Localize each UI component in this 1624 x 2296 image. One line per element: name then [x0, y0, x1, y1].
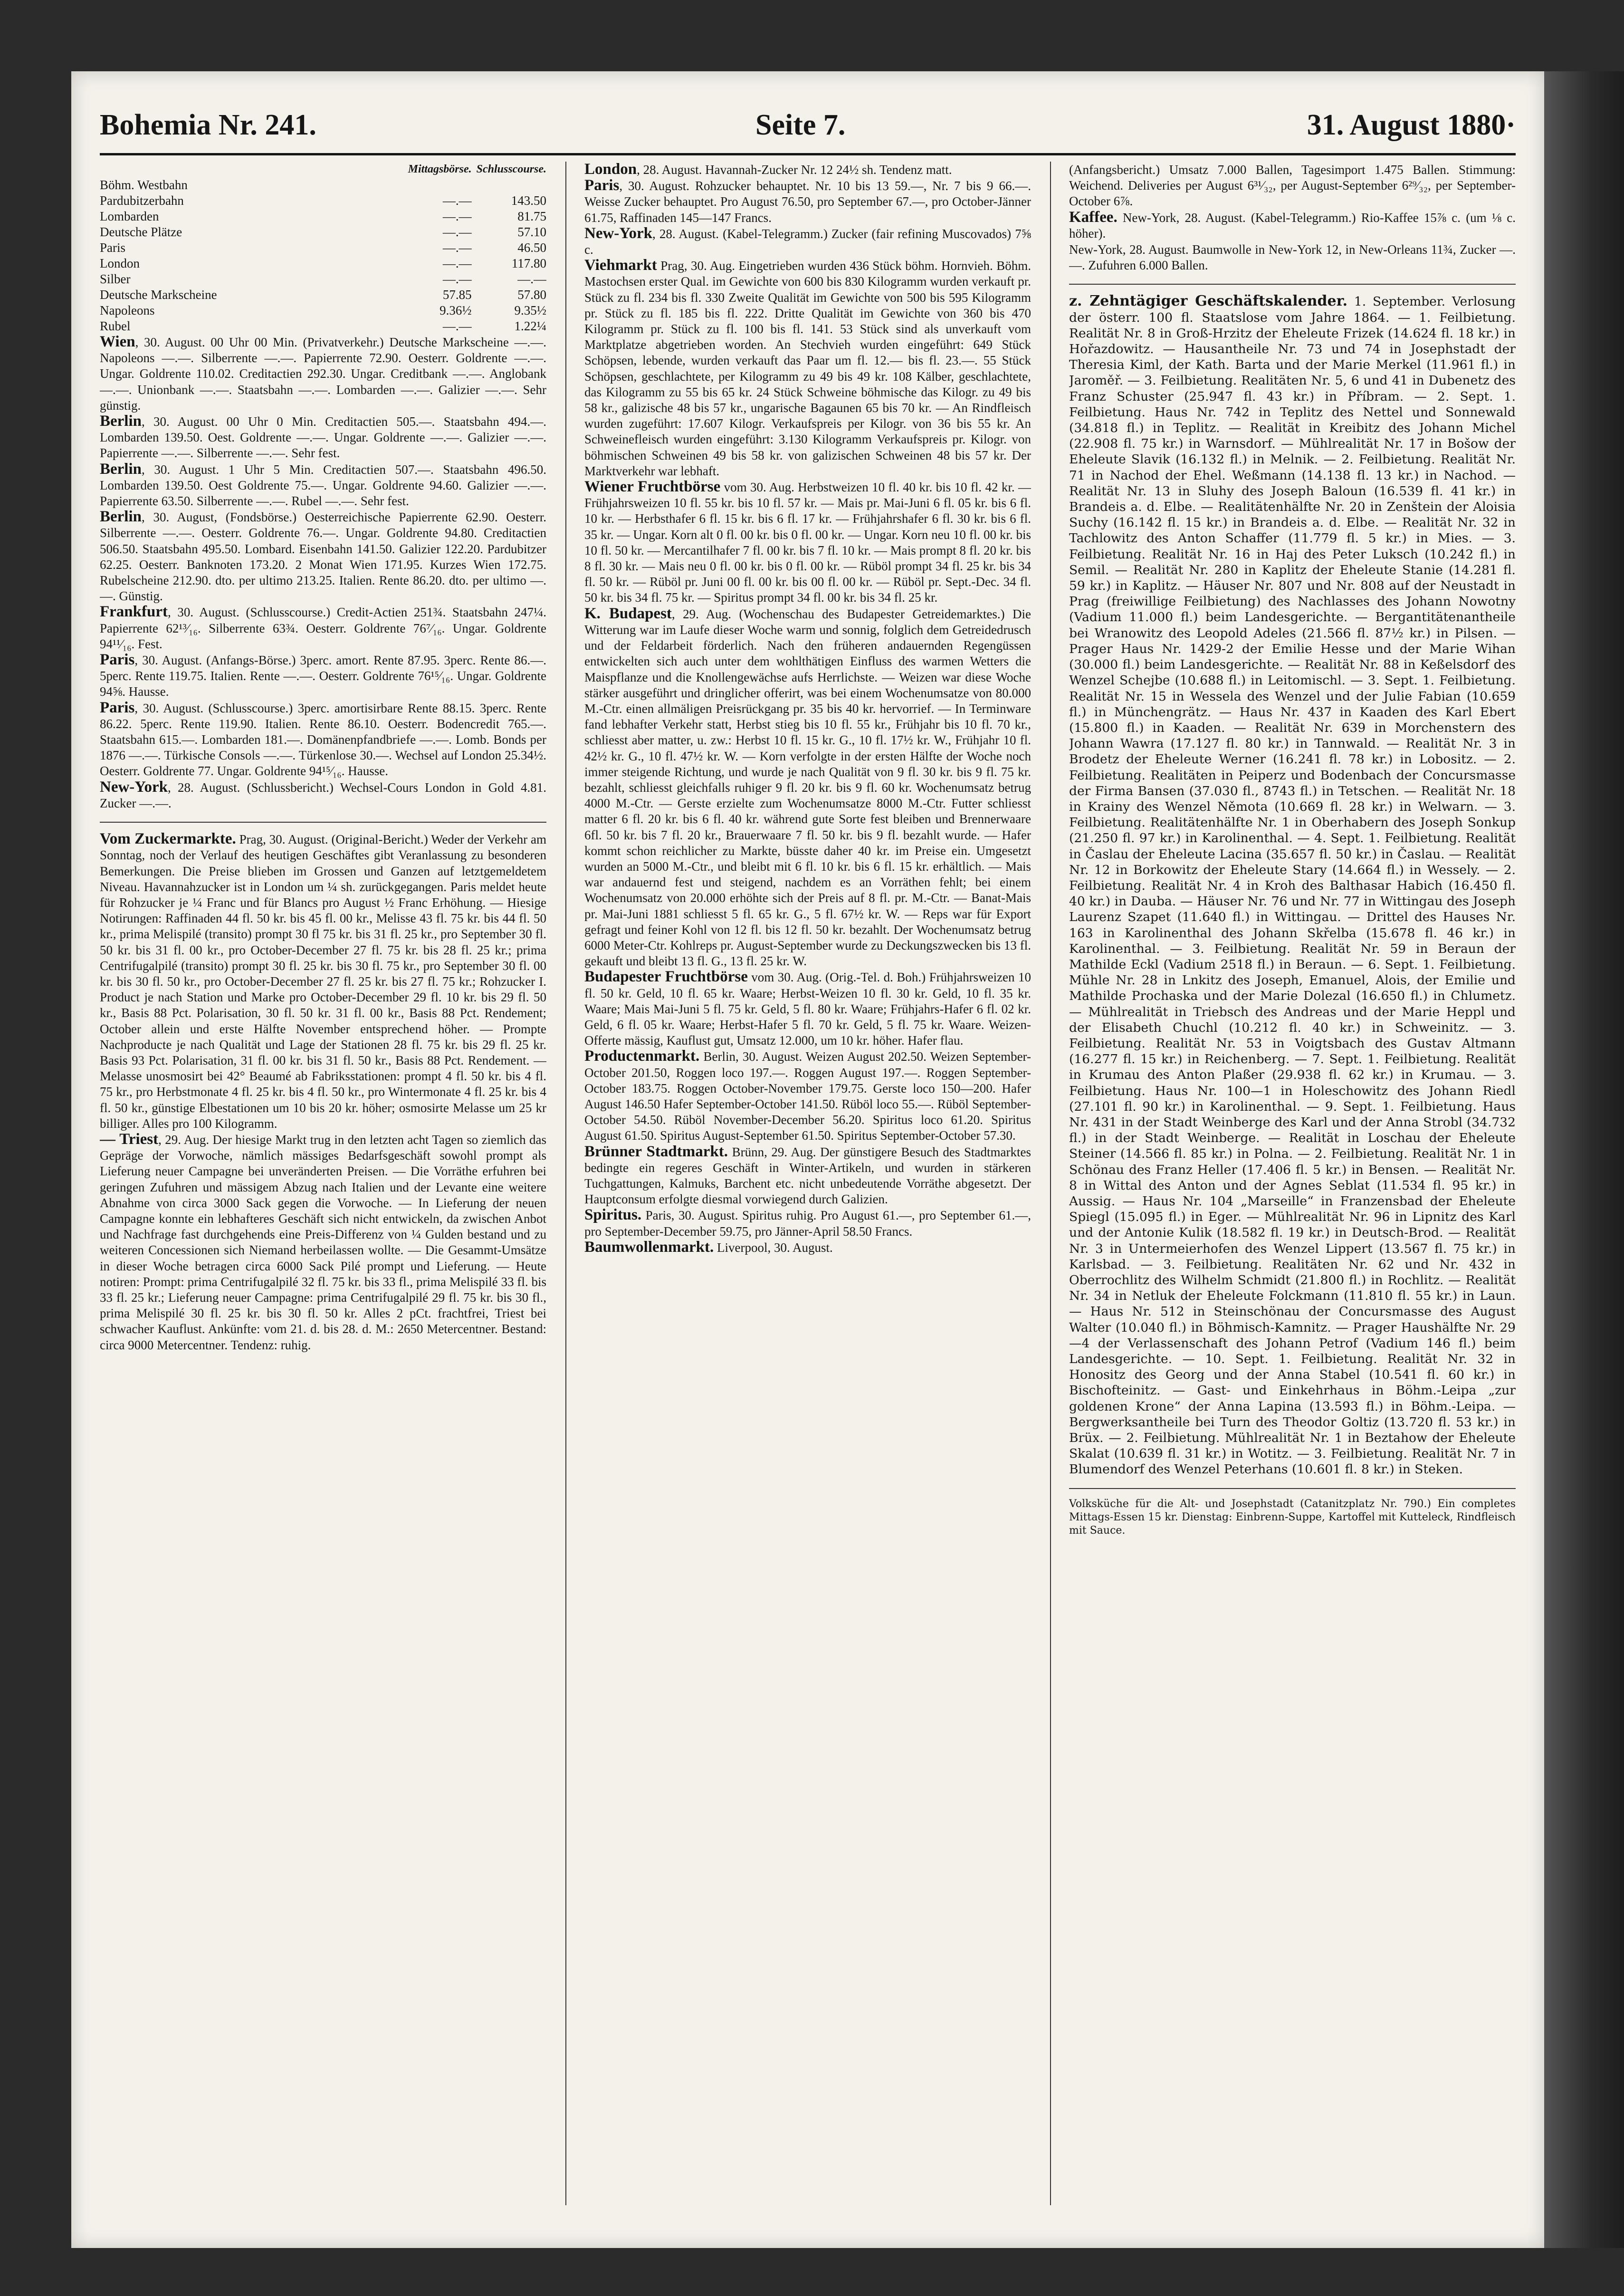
article-heading: Brünner Stadtmarkt.	[584, 1143, 728, 1160]
exchange-row	[100, 177, 546, 193]
exchange-name: Böhm. Westbahn	[100, 178, 188, 192]
article	[100, 334, 546, 413]
section-rule	[100, 822, 546, 823]
header-rule	[100, 153, 1516, 155]
col-close-header: Schlusscourse.	[476, 163, 546, 175]
exchange-name: Pardubitzerbahn	[100, 193, 184, 208]
article-heading: Spiritus.	[584, 1206, 642, 1224]
article	[100, 604, 546, 652]
article	[1069, 241, 1516, 273]
article-text: Brünn, 29. Aug. Der günstigere Besuch des Stadtmarktes bedingte ein regeres Geschäft in Winter-Artikeln, und wurden in stärkeren Tuchgattungen, Kalmuks, Barchent etc. nicht unbedeutende Vorräthe abgesetzt. Der Hauptconsum erfolgte diesmal vorwiegend durch Galizien.	[584, 1144, 1031, 1207]
article-text: vom 30. Aug. Herbstweizen 10 fl. 40 kr. bis 10 fl. 42 kr. — Frühjahrsweizen 10 fl. 55 kr. bis 10 fl. 57 kr. — Mais pr. Mai-Juni 6 fl. 05 kr. bis 6 fl. 10 kr. — Herbsthafer 6 fl. 15 kr. bis 6 fl. 17 kr. — Frühjahrshafer 6 fl. 30 kr. bis 6 fl. 35 kr. — Ungar. Korn alt 0 fl. 00 kr. bis 0 fl. 00 kr. — Ungar. Korn neu 10 fl. 00 kr. bis 10 fl. 50 kr. — Mercantilhafer 7 fl. 00 kr. bis 7 fl. 10 kr. — Mais prompt 8 fl. 20 kr. bis 8 fl. 30 kr. — Mais neu 0 fl. 00 kr. bis 0 fl. 00 kr. — Rüböl prompt 34 fl. 25 kr. bis 34 fl. 50 kr. — Rüböl pr. Juni 00 fl. 00 kr. bis 00 fl. 00 kr. — Rüböl pr. Sept.-Dec. 34 fl. 50 kr. bis 34 fl. 75 kr. — Spiritus prompt 34 fl. 00 kr. bis 34 fl. 25 kr.	[584, 480, 1031, 605]
exchange-row	[100, 209, 546, 224]
exchange-name: Napoleons	[100, 303, 155, 317]
article-text: , 30. August. 00 Uhr 0 Min. Creditactien 505.—. Staatsbahn 494.—. Lombarden 139.50. Oest. Goldrente —.—. Ungar. Goldrente —.—. Galizier —.—. Papierrente —.—. Silberrente —.—. Sehr fest.	[100, 414, 546, 461]
article-heading: Berlin	[100, 460, 142, 478]
article	[100, 652, 546, 700]
exchange-midday: —.—	[442, 209, 472, 223]
article-text: , 28. August. (Kabel-Telegramm.) Zucker (fair refining Muscovados) 7⅝ c.	[584, 226, 1031, 257]
exchange-midday: 57.85	[442, 288, 472, 302]
exchange-name: Lombarden	[100, 209, 159, 223]
article	[100, 461, 546, 509]
column-divider	[565, 162, 566, 2205]
exchange-row	[100, 224, 546, 240]
column-2	[584, 162, 1031, 2205]
exchange-row	[100, 271, 546, 287]
business-calendar	[1069, 293, 1516, 1477]
article	[584, 178, 1031, 226]
article-text: , 30. August, (Fondsbörse.) Oesterreichische Papierrente 62.90. Oesterr. Silberrente —.—. Oesterr. Goldrente 76.—. Ungar. Goldrente 94.80. Creditactien 506.50. Staatsbahn 495.50. Lombard. Eisenbahn 141.50. Galizier 122.20. Pardubitzer 62.25. Oesterr. Banknoten 173.20. 2 Monat Wien 171.95. Kurzes Wien 172.75. Rubelscheine 212.90. dto. per ultimo 213.25. Italien. Rente 86.20. dto. per ultimo —.—. Günstig.	[100, 510, 546, 604]
article-text: New-York, 28. August. (Kabel-Telegramm.) Rio-Kaffee 15⅞ c. (um ⅛ c. höher).	[1069, 210, 1516, 240]
exchange-midday: —.—	[442, 319, 472, 333]
article	[100, 700, 546, 779]
exchange-name: Deutsche Markscheine	[100, 288, 217, 302]
article-text: , 29. Aug. (Wochenschau des Budapester Getreidemarktes.) Die Witterung war im Laufe dieser Woche warm und sonnig, folglich dem Getreidedrusch und der Feldarbeit förderlich. Nach den früheren andauernden Regengüssen entwickelten sich auch unter dem wohlthätigen Einfluss des warmen Wetters die Maispflanze und die Knollengewächse aufs Herrlichste. — Weizen war diese Woche stärker ausgeführt und dringlicher offerirt, was bei einem Wochenumsatze von 80.000 M.-Ctr. einen allmäligen Preisrückgang pr. 35 bis 40 kr. hervorrief. — In Terminware fand lebhafter Verkehr statt, Herbst stieg bis 10 fl. 55 kr., Frühjahr bis 10 fl. 70 kr., schliesst aber matter, u. zw.: Herbst 10 fl. 15 kr. G., 10 fl. 17½ kr. W., Frühjahr 10 fl. 42½ kr. G., 10 fl. 47½ kr. W. — Korn verfolgte in der ersten Hälfte der Woche noch immer steigende Richtung, und wurde je nach Qualität von 9 fl. 30 kr. bis 9 fl. 75 kr. bezahlt, schliesst gleichfalls ruhiger 9 fl. 20 kr. bis 9 fl. 60 kr. Wochenumsatz betrug 4000 M.-Ctr. — Gerste erzielte zum Wochenumsatze 8000 M.-Ctr. Futter schliesst matter 6 fl. 20 kr. bis 6 fl. 40 kr. während gute Sorte fest bleiben und Brennerwaare 6fl. 50 kr. bis 7 fl. 20 kr., Brauerwaare 7 fl. 50 kr. bis 9 fl. bezahlt wurde. — Hafer kommt schon reichlicher zu Markte, büsste daher 40 kr. im Preise ein. Umgesetzt wurden an 5000 M.-Ctr., und bleibt mit 6 fl. 10 kr. bis 6 fl. 15 kr. erhältlich. — Mais war andauernd fest und steigend, nachdem es an Vorräthen fehlt; bei einem Wochenumsatz von 20.000 erhöhte sich der Preis auf 8 fl. pr. M.-Ctr. — Banat-Mais pr. Mai-Juni 1881 schliesst 5 fl. 65 kr. G., 5 fl. 67½ kr. W. — Reps war für Export gefragt und feiner Kohl von 12 fl. bis 12 fl. 50 kr. bezahlt. Der Wochenumsatz betrug 6000 Meter-Ctr. Kohlreps pr. August-September wurde zu Deckungszwecken bis 13 fl. gekauft und bleibt 13 fl. G., 13 fl. 25 kr. W.	[584, 606, 1031, 969]
article-text: (Anfangsbericht.) Umsatz 7.000 Ballen, Tagesimport 1.475 Ballen. Stimmung: Weichend. Deliveries per August 6³¹⁄₃₂, per August-September 6²⁹⁄₃₂, per September-October 6⅞.	[1069, 163, 1516, 209]
exchange-name: London	[100, 256, 140, 270]
article	[584, 606, 1031, 970]
exchange-close: 81.75	[517, 209, 546, 223]
exchange-close: 46.50	[517, 240, 546, 255]
article-heading: — Triest	[100, 1130, 159, 1148]
article-heading: K. Budapest	[584, 605, 672, 622]
article	[584, 226, 1031, 258]
article-text: , 30. August. Rohzucker behauptet. Nr. 10 bis 13 59.—, Nr. 7 bis 9 66.—. Weisse Zucker behauptet. Pro August 76.50, pro September 67.—, pro October-Jänner 61.75, Raffinaden 145—147 Francs.	[584, 179, 1031, 225]
article	[584, 1207, 1031, 1239]
exchange-close: 1.22¼	[514, 319, 546, 333]
exchange-close	[472, 177, 546, 193]
exchange-name: Silber	[100, 272, 131, 286]
exchange-name: Deutsche Plätze	[100, 225, 182, 239]
article-heading: London	[584, 162, 637, 178]
article-text: Prag, 30. August. (Original-Bericht.) Weder der Verkehr am Sonntag, noch der Verlauf des heutigen Geschäftes gibt Veranlassung zu besonderen Bemerkungen. Die Preise blieben im Grossen und Ganzen auf letztgemeldetem Niveau. Havannahzucker ist in London um ¼ sh. zurückgegangen. Paris meldet heute für Rohzucker je ¼ Franc und für Blancs pro August ½ Franc Erhöhung. — Hiesige Notirungen: Raffinaden 44 fl. 50 kr. bis 45 fl. 00 kr., Melisse 43 fl. 75 kr. bis 44 fl. 50 kr., prima Melispilé (transito) prompt 30 fl 75 kr. bis 31 fl. 25 kr., pro September 30 fl. 50 kr. bis 31 fl. 00 kr., pro October-December 27 fl. 75 kr. bis 28 fl. 25 kr.; prima Centrifugalpilé (transito) prompt 30 fl. 25 kr. bis 30 fl. 75 kr., pro September 30 fl. 00 kr. bis 30 fl. 50 kr., pro October-December 27 fl. 25 kr. bis 27 fl. 75 kr.; Rohzucker I. Product je nach Station und Marke pro October-December 29 fl. 10 kr. bis 29 fl. 50 kr., Basis 88 Pct. Polarisation, 30 fl. 50 kr. 31 fl. 00 kr., Basis 88 Pct. Rendement; October allein und erste Hälfte November entsprechend höher. — Prompte Nachproducte je nach Qualität und Lage der Stationen 28 fl. 75 kr. bis 29 fl. 25 kr. Basis 93 Pct. Polarisation, 31 fl. 00 kr. bis 31 fl. 50 kr., Basis 88 Pct. Rendement. — Melasse unosmosirt bei 42° Beaumé ab Fabriksstationen: prompt 4 fl. 50 kr. bis 4 fl. 75 kr., pro Herbstmonate 4 fl. 25 kr. bis 4 fl. 50 kr., pro Wintermonate 4 fl. 25 kr. bis 4 fl. 50 kr., günstige Elbestationen um 10 bis 20 kr. höher; osmosirte Melasse um 25 kr billiger. Alles pro 100 Kilogramm.	[100, 832, 546, 1131]
exchange-row	[100, 287, 546, 303]
col-midday-header: Mittagsbörse.	[408, 163, 472, 175]
exchange-row	[100, 193, 546, 209]
article-heading: Vom Zuckermarkte.	[100, 830, 236, 848]
article	[100, 509, 546, 604]
column-1-articles	[100, 334, 546, 1353]
article-text: , 30. August. 00 Uhr 00 Min. (Privatverkehr.) Deutsche Markscheine —.—. Napoleons —.—. Silberrente —.—. Papierrente 72.90. Oesterr. Goldrente —.—. Ungar. Goldrente 110.02. Creditactien 292.30. Ungar. Creditbank —.—. Anglobank —.—. Unionbank —.—. Staatsbahn —.—. Lombarden —.—. Galizier —.—. Sehr günstig.	[100, 335, 546, 413]
masthead-issue: Bohemia Nr. 241.	[100, 109, 316, 141]
exchange-name: Rubel	[100, 319, 131, 333]
column-divider	[1050, 162, 1051, 2205]
article-heading: Wien	[100, 333, 135, 350]
article-text: Liverpool, 30. August.	[714, 1240, 833, 1255]
article-heading: Viehmarkt	[584, 257, 657, 274]
exchange-close: 57.80	[517, 288, 546, 302]
business-calendar-text: 1. September. Verlosung der österr. 100 fl. Staatslose vom Jahre 1864. — 1. Feilbietung. Realität Nr. 8 in Groß-Hrzitz der Eheleute Frizek (14.624 fl. 18 kr.) in Hořazdowitz. — Hausantheile Nr. 73 und 74 in Josephstadt der Theresia Kiml, der Kath. Barta und der Marie Merkel (11.961 fl.) in Jaroměř. — 3. Feilbietung. Realitäten Nr. 5, 6 und 41 in Dubenetz des Franz Schuster (25.947 fl. 43 kr.) in Příbram. — 2. Sept. 1. Feilbietung. Haus Nr. 742 in Teplitz des Nettel und Sonnewald (34.818 fl.) in Teplitz. — Realität in Kreibitz des Johann Michel (22.908 fl. 75 kr.) in Warnsdorf. — Mühlrealität Nr. 17 in Bošow der Eheleute Slavik (16.132 fl.) in Melnik. — 2. Feilbietung. Realität Nr. 71 in Nachod der Ehel. Weßmann (14.138 fl. 13 kr.) in Nachod. — Realität Nr. 13 in Sluhy des Joseph Baloun (16.539 fl. 41 kr.) in Brandeis a. d. Elbe. — Realitätenhälfte Nr. 20 in Zenštein der Aloisia Suchy (16.142 fl. 15 kr.) in Brandeis a. d. Elbe. — Realität Nr. 32 in Tachlowitz des Anton Schaffer (11.779 fl. 5 kr.) in Mies. — 3. Feilbietung. Realität Nr. 16 in Haj des Peter Luksch (10.242 fl.) in Semil. — Realität Nr. 280 in Kaplitz der Eheleute Stanie (14.281 fl. 59 kr.) in Kaplitz. — Häuser Nr. 807 und Nr. 808 auf der Neustadt in Prag (freiwillige Feilbietung) des Nachlasses des Johann Nowotny (Vadium 11.000 fl.) beim Landesgerichte. — Bergantitätenantheile bei Wranowitz des Leopold Adeles (21.566 fl. 87½ kr.) in Pilsen. — Prager Haus Nr. 1429-2 der Emilie Hesse und der Marie Wihan (30.000 fl.) beim Landesgerichte. — Realität Nr. 88 in Keßelsdorf des Wenzel Schejbe (10.688 fl.) in Leitomischl. — 3. Sept. 1. Feilbietung. Realität Nr. 15 in Wessela des Wenzel und der Julie Fabian (10.659 fl.) in Münchengrätz. — Haus Nr. 437 in Kaaden des Karl Ebert (15.800 fl.) in Kaaden. — Realität Nr. 639 in Morchenstern des Johann Wawra (17.127 fl. 80 kr.) in Tannwald. — Realität Nr. 3 in Brodetz der Eheleute Werner (16.241 fl. 78 kr.) in Lobositz. — 2. Feilbietung. Realitäten in Peiperz und Bodenbach der Concursmasse der Firma Bansen (37.030 fl., 8743 fl.) in Tetschen. — Realität Nr. 18 in Krainy des Wenzel Němota (10.669 fl. 28 kr.) in Welwarn. — 3. Feilbietung. Realitätenhälfte Nr. 1 in Oberhabern des Joseph Sonkup (21.250 fl. 97 kr.) in Karolinenthal. — 4. Sept. 1. Feilbietung. Realität in Časlau der Eheleute Lacina (35.657 fl. 50 kr.) in Časlau. — Realität Nr. 12 in Borkowitz der Eheleute Stary (14.664 fl.) in Wessely. — 2. Feilbietung. Realität Nr. 4 in Kroh des Balthasar Habich (16.450 fl. 40 kr.) in Dauba. — Häuser Nr. 76 und Nr. 77 in Wittingau des Joseph Laurenz Szapet (11.640 fl.) in Wittingau. — Drittel des Hauses Nr. 163 in Karolinenthal des Johann Skřelba (15.678 fl. 46 kr.) in Karolinenthal. — 3. Feilbietung. Realität Nr. 59 in Beraun der Mathilde Eckl (Vadium 2518 fl.) in Beraun. — 6. Sept. 1. Feilbietung. Mühle Nr. 28 in Lnkitz des Joseph, Emanuel, Alois, der Emilie und Mathilde Prochaska und der Marie Dolezal (16.650 fl.) in Chlumetz. — Mühlrealität in Triebsch des Andreas und der Marie Heppl und der Elisabeth Chuchl (10.212 fl. 40 kr.) in Schweinitz. — 3. Feilbietung. Realität Nr. 53 in Voigtsbach des Gustav Altmann (16.277 fl. 15 kr.) in Reichenberg. — 7. Sept. 1. Feilbietung. Realität in Krumau des Anton Plaßer (29.938 fl. 62 kr.) in Krumau. — 3. Feilbietung. Haus Nr. 100—1 in Holeschowitz des Johann Riedl (27.101 fl. 90 kr.) in Karolinenthal. — 9. Sept. 1. Feilbietung. Haus Nr. 431 in der Stadt Weinberge des Karl und der Anna Strobl (34.732 fl.) in der Stadt Weinberge. — Realität in Loschau der Eheleute Steiner (14.566 fl. 85 kr.) in Polna. — 2. Feilbietung. Realität Nr. 1 in Schönau des Franz Heller (17.406 fl. 5 kr.) in Bensen. — Realität Nr. 8 in Wittal des Anton und der Agnes Seblat (11.534 fl. 95 kr.) in Aussig. — Haus Nr. 104 „Marseille“ in Franzensbad der Eheleute Spiegl (15.095 fl.) in Eger. — Mühlrealität Nr. 96 in Lipnitz des Karl und der Antonie Kulik (18.582 fl. 19 kr.) in Deutsch-Brod. — Realität Nr. 3 in Untermeierhofen des Wenzel Lippert (13.567 fl. 75 kr.) in Karlsbad. — 3. Feilbietung. Realitäten Nr. 62 und Nr. 432 in Oberrochlitz des Wilhelm Schmidt (21.800 fl.) in Rochlitz. — Realität Nr. 34 in Netluk der Eheleute Folckmann (11.810 fl. 55 kr.) in Laun. — Haus Nr. 512 in Steinschönau der Concursmasse des August Walter (10.040 fl.) in Böhmisch-Kamnitz. — Prager Haushälfte Nr. 29—4 der Verlassenschaft des Johann Petrof (Vadium 146 fl.) beim Landesgerichte. — 10. Sept. 1. Feilbietung. Realität Nr. 32 in Honositz des Georg und der Anna Stabel (10.541 fl. 60 kr.) in Bischofteinitz. — Gast- und Einkehrhaus in Böhm.-Leipa „zur goldenen Krone“ der Anna Lapina (13.593 fl.) in Böhm.-Leipa. — Bergwerksantheile bei Turn des Theodor Goltiz (13.720 fl. 53 kr.) in Brüx. — 2. Feilbietung. Mühlrealität Nr. 1 in Beztahow der Eheleute Skalat (10.639 fl. 31 kr.) in Wotitz. — 3. Feilbietung. Realität Nr. 7 in Blumendorf des Wenzel Peterhans (10.601 fl. 8 kr.) in Steken.	[1069, 294, 1516, 1477]
article-heading: Productenmarkt.	[584, 1047, 700, 1065]
page-number: Seite 7.	[755, 109, 846, 141]
exchange-midday: —.—	[442, 272, 472, 286]
article-text: , 30. August. 1 Uhr 5 Min. Creditactien 507.—. Staatsbahn 496.50. Lombarden 139.50. Oest Goldrente 75.—. Ungar. Goldrente 94.60. Galizier —.—. Papierrente 63.50. Silberrente —.—. Rubel —.—. Sehr fest.	[100, 462, 546, 509]
exchange-row	[100, 240, 546, 256]
article-heading: Paris	[100, 651, 135, 669]
article	[100, 413, 546, 461]
newspaper-page	[71, 71, 1544, 2248]
exchange-row	[100, 256, 546, 271]
exchange-row	[100, 318, 546, 334]
exchange-close: 117.80	[511, 256, 546, 270]
exchange-name: Paris	[100, 240, 125, 255]
article-text: Berlin, 30. August. Weizen August 202.50. Weizen September-October 201.50, Roggen loco 197.—. Roggen August 197.—. Roggen September-October 183.75. Roggen October-November 179.75. Gerste loco 150—200. Hafer August 146.50 Hafer September-October 141.50. Rüböl loco 55.—. Rüböl September-October 54.50. Rüböl November-December 56.20. Spiritus loco 61.20. Spiritus August 61.50. Spiritus August-September 61.50. Spiritus September-October 57.30.	[584, 1049, 1031, 1143]
exchange-close: 9.35½	[514, 303, 546, 317]
article	[584, 1239, 1031, 1256]
issue-date: 31. August 1880·	[1307, 109, 1516, 141]
article-heading: New-York	[584, 224, 652, 242]
exchange-midday: 9.36½	[439, 303, 472, 317]
article-text: Prag, 30. Aug. Eingetrieben wurden 436 Stück böhm. Hornvieh. Böhm. Mastochsen erster Qual. im Gewichte von 600 bis 830 Kilogramm wurden verkauft pr. Stück zu fl. 234 bis fl. 330 Zweite Qualität im Gewichte von 500 bis 595 Kilogramm pr. Stück zu fl. 185 bis fl. 222. Dritte Qualität im Gewichte von 360 bis 470 Kilogramm pr. Stück zu fl. 100 bis fl. 141. 53 Stück sind als unverkauft vom Marktplatze abgetrieben worden. An Stechvieh wurden eingeführt: 649 Stück Schöpsen, lebende, wurden verkauft das Paar um fl. 12.— bis fl. 23.—. 55 Stück Schöpsen, geschlachtete, per Kilogramm zu 49 bis 49 kr. 108 Kälber, geschlachtete, das Kilogramm zu 55 bis 65 kr. 24 Stück Schweine böhmische das Kilogr. zu 49 bis 58 kr., galizische 48 bis 57 kr., ungarische Bagaunen 65 bis 70 kr. — An Rindfleisch wurden zugeführt: 17.607 Kilogr. Verkaufspreis per Kilogr. von 36 bis 55 kr. An Schweinefleisch wurden eingeführt: 3.130 Kilogramm Verkaufspreis pr. Kilogr. von böhmischen Schweinen 49 bis 58 kr. von galizischen Schweinen 48 bis 57 kr. Der Marktverkehr war lebhaft.	[584, 259, 1031, 478]
article-heading: Wiener Fruchtbörse	[584, 478, 721, 496]
exchange-midday: —.—	[442, 240, 472, 255]
exchange-midday: —.—	[442, 256, 472, 270]
article	[1069, 162, 1516, 210]
exchange-close: —.—	[517, 272, 546, 286]
article	[100, 1132, 546, 1353]
article-heading: New-York	[100, 778, 168, 796]
exchange-midday: —.—	[442, 225, 472, 239]
article	[584, 258, 1031, 479]
article-heading: Berlin	[100, 508, 142, 526]
column-3-articles	[1069, 162, 1516, 273]
business-calendar-heading: z. Zehntägiger Geschäftskalender.	[1069, 293, 1348, 310]
article-text: , 30. August. (Schlusscourse.) 3perc. amortisirbare Rente 88.15. 3perc. Rente 86.22. 5perc. Rente 119.90. Italien. Rente 86.10. Oesterr. Bodencredit 765.—. Staatsbahn 615.—. Lombarden 181.—. Domänenpfandbriefe —.—. Lomb. Bonds per 1876 —.—. Türkische Consols —.—. Türkenlose 30.—. Wechsel auf London 25.34½. Oesterr. Goldrente 77. Ungar. Goldrente 94¹⁵⁄₁₆. Hausse.	[100, 701, 546, 778]
article-text: , 30. August. (Schlusscourse.) Credit-Actien 251¾. Staatsbahn 247¼. Papierrente 62¹³⁄₁₆. Silberrente 63¾. Oesterr. Goldrente 76⁷⁄₁₆. Ungar. Goldrente 94¹¹⁄₁₆. Fest.	[100, 605, 546, 651]
article-text: , 29. Aug. Der hiesige Markt trug in den letzten acht Tagen so ziemlich das Gepräge der Vorwoche, nämlich mässiges Bedarfsgeschäft sowohl prompt als Lieferung neuer Campagne bei unveränderten Preisen. — Die Vorräthe erfuhren bei geringen Zufuhren und mässigem Abzug nach Italien und der Levante eine weitere Abnahme von circa 3000 Sack gegen die Vorwoche. — In Lieferung der neuen Campagne konnte ein lebhafteres Geschäft sich nicht entwickeln, da zwischen Anbot und Nachfrage fast durchgehends eine Preis-Differenz von ¼ Gulden bestand und zu weiteren Concessionen sich Niemand herbeilassen wollte. — Die Gesammt-Umsätze in dieser Woche betragen circa 6000 Sack Pilé prompt und Lieferung. — Heute notiren: Prompt: prima Centrifugalpilé 32 fl. 75 kr. bis 33 fl., prima Melispilé 33 fl. bis 33 fl. 25 kr.; Lieferung neuer Campagne: prima Centrifugalpilé 29 fl. 75 kr. bis 30 fl., prima Melispilé 30 fl. 25 kr. bis 30 fl. 50 kr. Alles 2 pCt. frachtfrei, Triest bei schwacher Kauflust. Ankünfte: vom 21. d. bis 28. d. M.: 2650 Metercentner. Bestand: circa 9000 Metercentner. Tendenz: ruhig.	[100, 1132, 546, 1352]
scan-edge	[1544, 71, 1624, 2248]
column-2-articles	[584, 162, 1031, 1256]
section-rule	[1069, 284, 1516, 285]
article	[584, 162, 1031, 178]
article	[584, 1048, 1031, 1143]
column-1	[100, 162, 546, 2205]
article-text: , 28. August. (Schlussbericht.) Wechsel-Cours London in Gold 4.81. Zucker —.—.	[100, 780, 546, 810]
exchange-close: 143.50	[511, 193, 546, 208]
exchange-close: 57.10	[517, 225, 546, 239]
section-rule	[1069, 1488, 1516, 1489]
article	[584, 969, 1031, 1048]
article	[100, 779, 546, 811]
article-text: New-York, 28. August. Baumwolle in New-York 12, in New-Orleans 11¾, Zucker —.—. Zufuhren 6.000 Ballen.	[1069, 242, 1516, 273]
exchange-midday: —.—	[442, 193, 472, 208]
article	[584, 1144, 1031, 1208]
article-text: vom 30. Aug. (Orig.-Tel. d. Boh.) Frühjahrsweizen 10 fl. 50 kr. Geld, 10 fl. 65 kr. Waare; Herbst-Weizen 10 fl. 30 kr. Geld, 10 fl. 35 kr. Waare; Mais Mai-Juni 5 fl. 75 kr. Geld, 5 fl. 80 kr. Waare; Frühjahrs-Hafer 6 fl. 02 kr. Geld, 6 fl. 05 kr. Waare; Herbst-Hafer 5 fl. 70 kr. Geld, 5 fl. 75 kr. Waare. Weizen-Offerte mässig, Kauflust gut, Umsatz 12.000, um 10 kr. höher. Hafer flau.	[584, 970, 1031, 1048]
article-heading: Paris	[100, 699, 135, 716]
article-heading: Paris	[584, 177, 620, 194]
column-3	[1069, 162, 1516, 2205]
article-text: , 28. August. Havannah-Zucker Nr. 12 24½ sh. Tendenz matt.	[637, 163, 952, 177]
article	[100, 831, 546, 1132]
article-heading: Budapester Fruchtbörse	[584, 968, 748, 986]
exchange-row	[100, 303, 546, 318]
article	[1069, 210, 1516, 241]
article-heading: Berlin	[100, 413, 142, 430]
article	[584, 479, 1031, 606]
exchange-midday	[403, 177, 472, 193]
exchange-table	[100, 162, 546, 334]
article-text: Paris, 30. August. Spiritus ruhig. Pro August 61.—, pro September 61.—, pro September-December 59.75, pro Jänner-April 58.50 Francs.	[584, 1208, 1031, 1239]
article-heading: Baumwollenmarkt.	[584, 1238, 714, 1256]
article-text: , 30. August. (Anfangs-Börse.) 3perc. amort. Rente 87.95. 3perc. Rente 86.—. 5perc. Rente 119.75. Italien. Rente —.—. Oesterr. Goldrente 76¹⁵⁄₁₆. Ungar. Goldrente 94⅝. Hausse.	[100, 653, 546, 699]
article-heading: Kaffee.	[1069, 208, 1118, 226]
volkskueche-notice: Volksküche für die Alt- und Josephstadt (Catanitzplatz Nr. 790.) Ein completes Mittags-Essen 15 kr. Dienstag: Einbrenn-Suppe, Kartoffel mit Kutteleck, Rindfleisch mit Sauce.	[1069, 1498, 1516, 1537]
article-heading: Frankfurt	[100, 603, 168, 621]
page-header	[100, 100, 1516, 152]
